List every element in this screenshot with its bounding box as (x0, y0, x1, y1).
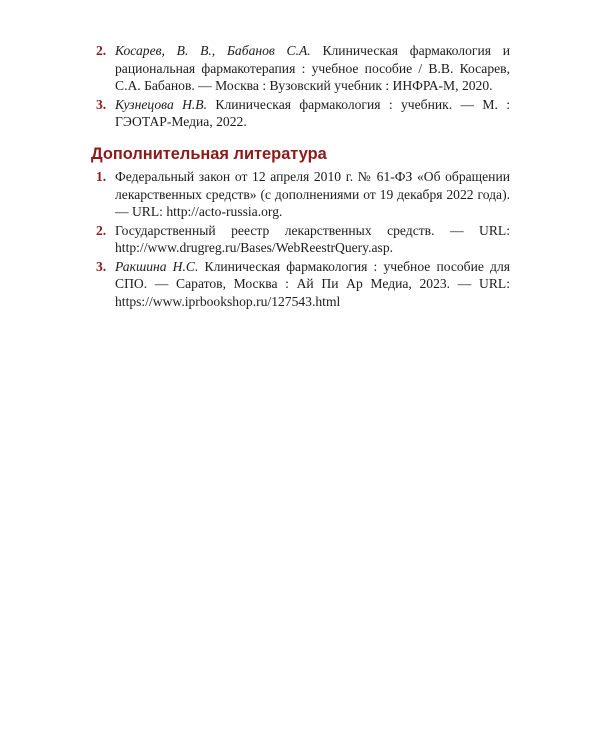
list-item (96, 96, 510, 131)
section-heading: Дополнительная литература (91, 145, 327, 163)
item-number: 2. (96, 43, 107, 58)
list-item (96, 222, 510, 257)
item-number: 1. (96, 169, 107, 184)
item-author: Косарев, В. В., Бабанов С.А. (115, 43, 311, 58)
item-text: Клиническая фармакология и рациональная фармакотерапия : учебное пособие / В.В. Косарев, С.А. Бабанов. — Москва : Вузовский учебник : ИНФРА-М, 2020. (115, 43, 510, 93)
item-text: Федеральный закон от 12 апреля 2010 г. № 61-ФЗ «Об обращении лекарственных средств» (с дополнениями от 19 декабря 2022 года). — URL: http://acto-russia.org. (115, 169, 510, 219)
item-text: Клиническая фармакология : учебное пособие для СПО. — Саратов, Москва : Ай Пи Ар Медиа, 2023. — URL: https://www.iprbookshop.ru/127543.html (115, 258, 510, 309)
main-literature-list (96, 42, 510, 131)
item-number: 3. (96, 96, 107, 112)
list-item (96, 258, 510, 311)
item-author: Ракшина Н.С. (115, 258, 199, 274)
item-text: Клиническая фармакология : учебник. — М. : ГЭОТАР-Медиа, 2022. (115, 96, 511, 129)
list-item (96, 42, 510, 95)
item-author: Кузнецова Н.В. (115, 96, 208, 112)
item-number: 3. (96, 258, 107, 274)
additional-literature-list (96, 168, 510, 310)
item-number: 2. (96, 222, 107, 238)
list-item (96, 168, 510, 221)
item-text: Государственный реестр лекарственных средств. — URL: http://www.drugreg.ru/Bases/WebReestrQuery.asp. (115, 222, 510, 255)
